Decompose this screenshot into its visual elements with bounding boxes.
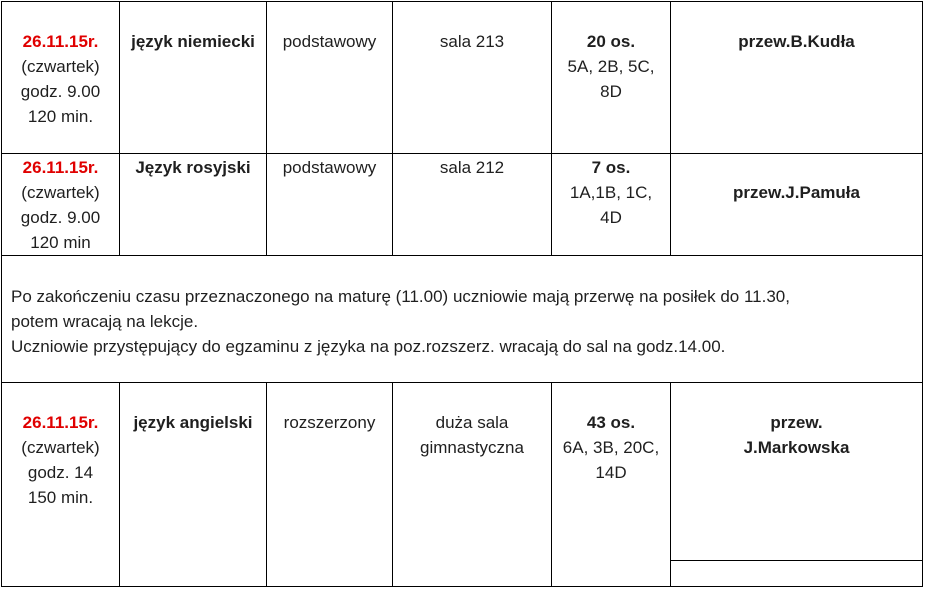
exam-level: rozszerzony: [283, 413, 376, 432]
class-list: 14D: [595, 463, 627, 482]
exam-day: (czwartek): [21, 438, 100, 457]
exam-day: (czwartek): [21, 57, 100, 76]
exam-subject: język angielski: [133, 413, 253, 432]
exam-room: sala 212: [439, 158, 505, 177]
level-cell: [267, 410, 392, 435]
exam-date: 26.11.15r.: [22, 158, 99, 177]
student-count: 43 os.: [586, 413, 636, 432]
subject-cell: [120, 410, 266, 435]
class-list: 4D: [600, 208, 622, 227]
students-cell: [552, 410, 670, 485]
proctor-cell: [671, 410, 922, 460]
exam-room: gimnastyczna: [420, 438, 524, 457]
exam-level: podstawowy: [282, 32, 377, 51]
proctor-cell: [671, 180, 922, 205]
subject-cell: [120, 155, 266, 180]
proctor-cell: [671, 29, 922, 54]
class-list: 5A, 2B, 5C,: [567, 57, 655, 76]
date-cell: [2, 155, 119, 255]
class-list: 8D: [600, 82, 622, 101]
proctor-name: przew.B.Kudła: [738, 32, 855, 51]
date-cell: [2, 29, 119, 129]
exam-date: 26.11.15r.: [22, 413, 99, 432]
proctor-name: przew.J.Pamuła: [733, 183, 860, 202]
break-note: [11, 284, 916, 359]
student-count: 7 os.: [591, 158, 631, 177]
note-line: Uczniowie przystępujący do egzaminu z języka na poz.rozszerz. wracają do sal na godz.14.00.: [11, 337, 726, 356]
room-cell: [393, 29, 551, 54]
exam-subject: język niemiecki: [131, 32, 255, 51]
note-line: Po zakończeniu czasu przeznaczonego na maturę (11.00) uczniowie mają przerwę na posiłek do 11.30,: [11, 287, 790, 306]
exam-subject: Język rosyjski: [135, 158, 251, 177]
exam-time: godz. 14: [27, 463, 94, 482]
exam-room: sala 213: [439, 32, 505, 51]
room-cell: [393, 410, 551, 460]
level-cell: [267, 155, 392, 180]
note-line: potem wracają na lekcje.: [11, 312, 199, 331]
proctor-name: J.Markowska: [743, 438, 850, 457]
exam-time: godz. 9.00: [20, 82, 101, 101]
date-cell: [2, 410, 119, 510]
class-list: 6A, 3B, 20C,: [562, 438, 660, 457]
subject-cell: [120, 29, 266, 54]
students-cell: [552, 29, 670, 104]
exam-day: (czwartek): [21, 183, 100, 202]
exam-level: podstawowy: [282, 158, 377, 177]
exam-duration: 120 min.: [27, 107, 94, 126]
exam-time: godz. 9.00: [20, 208, 101, 227]
room-cell: [393, 155, 551, 180]
exam-date: 26.11.15r.: [22, 32, 99, 51]
student-count: 20 os.: [586, 32, 636, 51]
level-cell: [267, 29, 392, 54]
proctor-name: przew.: [770, 413, 823, 432]
exam-room: duża sala: [435, 413, 509, 432]
students-cell: [552, 155, 670, 230]
exam-duration: 120 min: [30, 233, 91, 252]
exam-duration: 150 min.: [27, 488, 94, 507]
class-list: 1A,1B, 1C,: [569, 183, 653, 202]
